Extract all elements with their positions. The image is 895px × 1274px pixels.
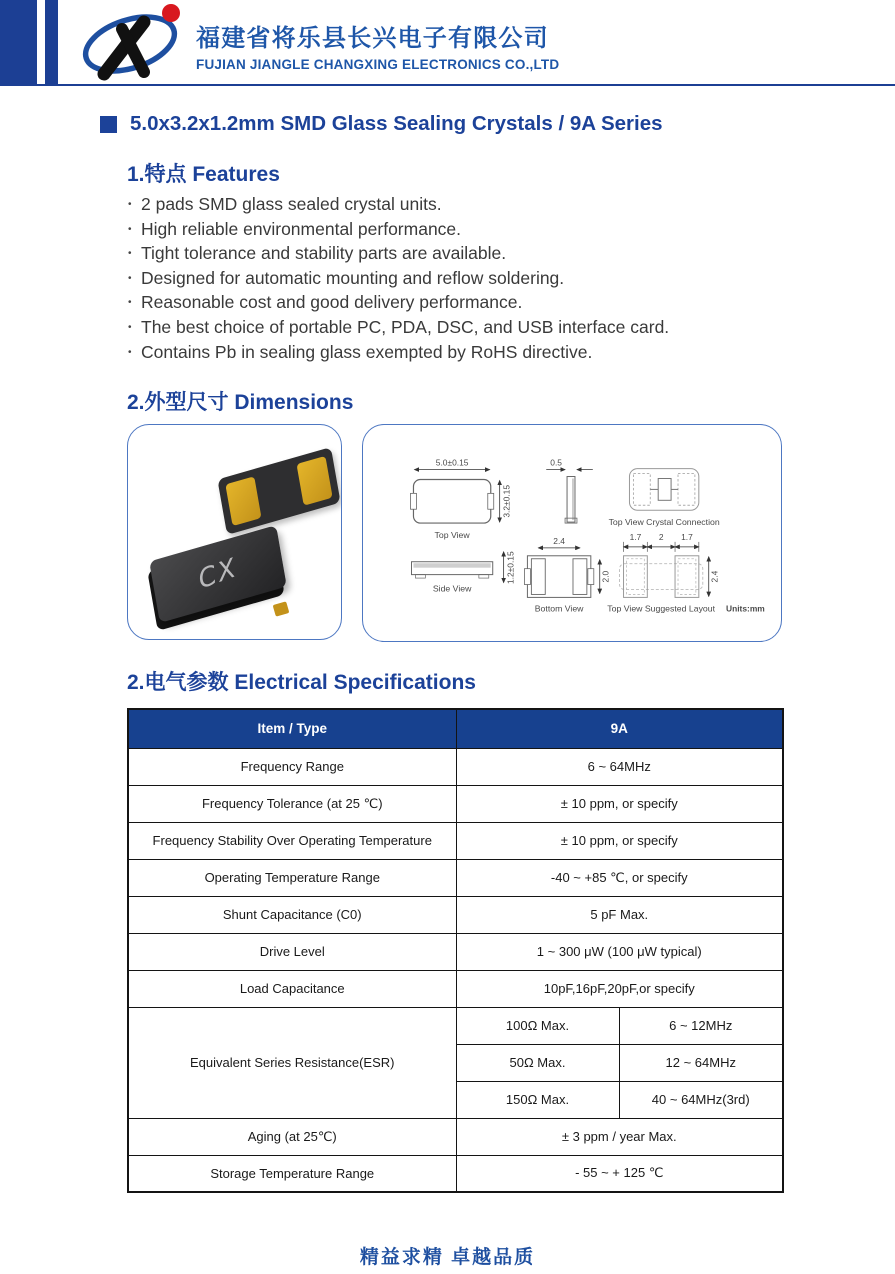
col-header-9a: 9A [456,709,783,748]
table-row [128,859,783,896]
dim-label: 2.4 [553,535,565,546]
spec-label: Frequency Stability Over Operating Temperature [128,822,456,859]
company-name-block [196,24,559,72]
table-row [128,785,783,822]
table-row [128,1155,783,1192]
view-caption: Top View Suggested Layout [607,603,716,614]
view-caption: Bottom View [534,603,584,614]
view-caption: Top View Crystal Connection [608,517,720,528]
esr-range: 6 ~ 12MHz [619,1007,783,1044]
feature-item: • High reliable environmental performance. [128,217,669,242]
esr-resistance: 100Ω Max. [456,1007,619,1044]
dimension-drawings [363,425,781,641]
spec-label: Operating Temperature Range [128,859,456,896]
footer-slogan: 精益求精 卓越品质 [359,1247,536,1268]
company-name-english: FUJIAN JIANGLE CHANGXING ELECTRONICS CO.,LTD [196,57,560,72]
table-row [128,748,783,785]
spec-value: 10pF,16pF,20pF,or specify [456,970,783,1007]
table-row [128,1118,783,1155]
table-row-esr [128,1007,783,1044]
feature-item: • Reasonable cost and good delivery performance. [128,290,669,315]
view-caption: Top View [434,529,470,540]
dim-label: 2.0 [600,570,611,583]
spec-value: ± 10 ppm, or specify [456,785,783,822]
feature-item: • The best choice of portable PC, PDA, DSC, and USB interface card. [128,315,669,340]
dim-label: 3.2±0.15 [501,484,512,518]
col-header-item-type: Item / Type [128,709,456,748]
dim-label: 1.7 [681,531,693,542]
left-accent-bar-thick [0,0,37,84]
table-row [128,822,783,859]
view-caption: Side View [432,583,472,594]
features-heading: 1.特点 Features [127,163,280,186]
feature-item: • Designed for automatic mounting and reflow soldering. [128,266,669,291]
crystal-bottom-view-photo [217,447,340,535]
feature-item: • Contains Pb in sealing glass exempted by RoHS directive. [128,340,669,365]
product-marking: CX [195,552,241,596]
spec-value: ± 10 ppm, or specify [456,822,783,859]
solder-pad [225,476,261,526]
esr-range: 40 ~ 64MHz(3rd) [619,1081,783,1118]
spec-label: Storage Temperature Range [128,1155,456,1192]
dimensions-heading: 2.外型尺寸 Dimensions [127,391,354,414]
spec-value: 5 pF Max. [456,896,783,933]
header-divider [0,84,895,86]
spec-value: -40 ~ +85 ℃, or specify [456,859,783,896]
dim-label: 2.4 [709,570,720,583]
table-row [128,970,783,1007]
spec-label: Load Capacitance [128,970,456,1007]
spec-label: Drive Level [128,933,456,970]
page-title: 5.0x3.2x1.2mm SMD Glass Sealing Crystals / 9A Series [130,112,663,135]
spec-value: ± 3 ppm / year Max. [456,1118,783,1155]
left-accent-bar-thin [45,0,58,84]
technical-drawing-box [362,424,782,642]
document-title-row [100,112,663,136]
solder-pad [296,456,332,506]
cx-logo-icon [80,2,184,82]
product-photo-box [127,424,342,640]
spec-label: Frequency Range [128,748,456,785]
esr-range: 12 ~ 64MHz [619,1044,783,1081]
table-header-row [128,709,783,748]
spec-label: Shunt Capacitance (C0) [128,896,456,933]
feature-item: • 2 pads SMD glass sealed crystal units. [128,192,669,217]
spec-label: Frequency Tolerance (at 25 ℃) [128,785,456,822]
esr-resistance: 50Ω Max. [456,1044,619,1081]
company-name-chinese: 福建省将乐县长兴电子有限公司 [196,25,549,52]
features-list [128,192,669,364]
table-row [128,933,783,970]
spec-label: Aging (at 25℃) [128,1118,456,1155]
dim-label: 0.5 [550,457,562,468]
spec-label: Equivalent Series Resistance(ESR) [128,1007,456,1118]
solder-pad-corner [273,601,290,616]
dim-label: 5.0±0.15 [435,457,469,468]
electrical-spec-table [127,708,784,1193]
feature-item: • Tight tolerance and stability parts are available. [128,241,669,266]
table-row [128,896,783,933]
spec-value: 6 ~ 64MHz [456,748,783,785]
dim-label: 1.7 [629,531,642,542]
spec-value: - 55 ~ + 125 ℃ [456,1155,783,1192]
electrical-heading: 2.电气参数 Electrical Specifications [127,671,476,694]
dim-label: 1.2±0.15 [505,551,516,585]
units-label: Units:mm [726,603,765,614]
square-bullet-icon [100,116,117,133]
spec-value: 1 ~ 300 μW (100 μW typical) [456,933,783,970]
esr-resistance: 150Ω Max. [456,1081,619,1118]
dim-label: 2 [658,531,664,542]
